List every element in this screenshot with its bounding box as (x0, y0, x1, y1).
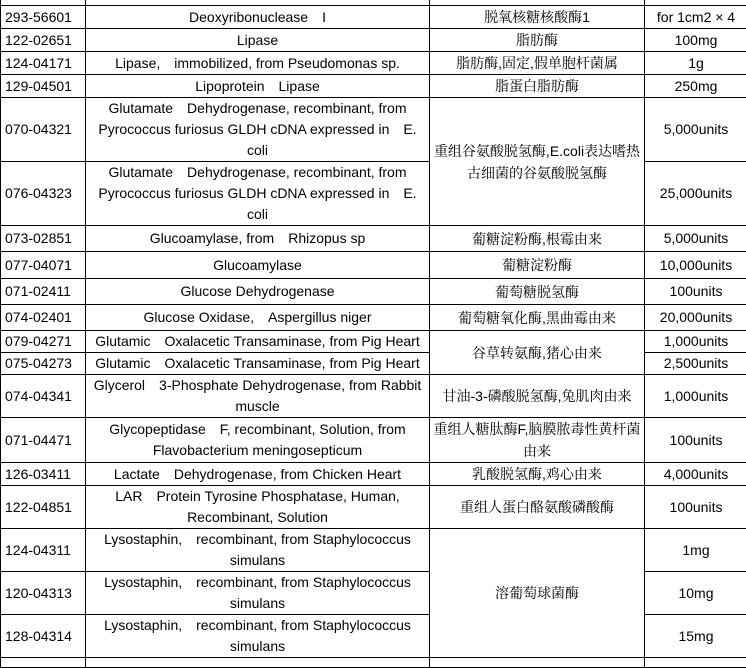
product-code-cell: 070-04321 (1, 98, 86, 162)
product-name-cell: Lysostaphin, recombinant, from Staphylococcus simulans (86, 529, 430, 572)
chinese-name-cell: 重组人蛋白酪氨酸磷酸酶 (430, 486, 645, 529)
table-row (1, 98, 746, 162)
chinese-name-cell: 脂肪酶 (430, 29, 645, 52)
product-name-cell: Glutamic Oxalacetic Transaminase, from Pig Heart (86, 331, 430, 353)
quantity-cell: 15mg (645, 615, 746, 658)
product-code-cell: 120-04313 (1, 572, 86, 615)
product-name-cell: Glutamate Dehydrogenase, recombinant, from Pyrococcus furiosus GLDH cDNA expressed in E. coli (86, 162, 430, 226)
quantity-cell: 25,000units (645, 162, 746, 226)
quantity-cell: 250mg (645, 75, 746, 98)
product-code-cell: 079-04271 (1, 331, 86, 353)
product-code-cell: 075-04273 (1, 353, 86, 375)
product-code-cell: 071-04471 (1, 418, 86, 463)
chinese-name-cell: 葡糖淀粉酶 (430, 252, 645, 279)
table-row (1, 463, 746, 486)
table-row (1, 279, 746, 305)
table-row (1, 418, 746, 463)
product-code-cell (1, 658, 86, 668)
chinese-name-cell: 重组谷氨酸脱氢酶,E.coli表达嗜热古细菌的谷氨酸脱氢酶 (430, 98, 645, 226)
chinese-name-cell: 脂肪酶,固定,假单胞杆菌属 (430, 52, 645, 75)
chinese-name-cell: 葡萄糖脱氢酶 (430, 279, 645, 305)
product-name-cell: Glycopeptidase F, recombinant, Solution, from Flavobacterium meningosepticum (86, 418, 430, 463)
product-code-cell: 293-56601 (1, 6, 86, 29)
product-name-cell: Glucose Oxidase, Aspergillus niger (86, 305, 430, 331)
quantity-cell: 5,000units (645, 226, 746, 252)
chinese-name-cell: 脱氧核糖核酸酶1 (430, 6, 645, 29)
product-name-cell: Lysostaphin, recombinant, from Staphylococcus simulans (86, 572, 430, 615)
product-code-cell: 074-02401 (1, 305, 86, 331)
product-code-cell: 073-02851 (1, 226, 86, 252)
quantity-cell: 100units (645, 279, 746, 305)
chinese-name-cell: 乳酸脱氢酶,鸡心由来 (430, 463, 645, 486)
product-name-cell: Lipase, immobilized, from Pseudomonas sp. (86, 52, 430, 75)
product-code-cell: 124-04311 (1, 529, 86, 572)
product-name-cell: Deoxyribonuclease I (86, 6, 430, 29)
quantity-cell: 10mg (645, 572, 746, 615)
chinese-name-cell: 谷草转氨酶,猪心由来 (430, 331, 645, 375)
table-row (1, 486, 746, 529)
product-name-cell: Glucoamylase, from Rhizopus sp (86, 226, 430, 252)
chinese-name-cell: 葡萄糖氧化酶,黑曲霉由来 (430, 305, 645, 331)
quantity-cell: 1,000units (645, 331, 746, 353)
product-name-cell: Lactate Dehydrogenase, from Chicken Heart (86, 463, 430, 486)
chinese-name-cell: 重组人糖肽酶F,脑膜脓毒性黄杆菌由来 (430, 418, 645, 463)
quantity-cell: 100units (645, 486, 746, 529)
quantity-cell: 4,000units (645, 463, 746, 486)
quantity-cell: 10,000units (645, 252, 746, 279)
product-code-cell: 122-04851 (1, 486, 86, 529)
table-row (1, 658, 746, 668)
table-row (1, 252, 746, 279)
quantity-cell (645, 658, 746, 668)
product-code-cell: 077-04071 (1, 252, 86, 279)
quantity-cell: 20,000units (645, 305, 746, 331)
product-name-cell: Glucoamylase (86, 252, 430, 279)
table-row (1, 331, 746, 353)
table-row (1, 529, 746, 572)
product-name-cell: LAR Protein Tyrosine Phosphatase, Human, Recombinant, Solution (86, 486, 430, 529)
quantity-cell: 5,000units (645, 98, 746, 162)
product-code-cell: 074-04341 (1, 375, 86, 418)
table-row (1, 226, 746, 252)
product-name-cell: Lipoprotein Lipase (86, 75, 430, 98)
quantity-cell: 1mg (645, 529, 746, 572)
table-row (1, 6, 746, 29)
table-row (1, 52, 746, 75)
table-row (1, 305, 746, 331)
table-row (1, 29, 746, 52)
product-name-cell: Glutamic Oxalacetic Transaminase, from Pig Heart (86, 353, 430, 375)
product-name-cell: Glucose Dehydrogenase (86, 279, 430, 305)
product-name-cell: Lysostaphin, recombinant, from Staphylococcus simulans (86, 615, 430, 658)
product-name-cell: Lipase (86, 29, 430, 52)
product-name-cell (86, 658, 430, 668)
chinese-name-cell (430, 658, 645, 668)
product-name-cell: Glycerol 3-Phosphate Dehydrogenase, from Rabbit muscle (86, 375, 430, 418)
quantity-cell: 2,500units (645, 353, 746, 375)
chinese-name-cell: 溶葡萄球菌酶 (430, 529, 645, 658)
product-code-cell: 076-04323 (1, 162, 86, 226)
product-code-cell: 126-03411 (1, 463, 86, 486)
quantity-cell: 100mg (645, 29, 746, 52)
quantity-cell: for 1cm2 × 4 (645, 6, 746, 29)
product-code-cell: 128-04314 (1, 615, 86, 658)
product-code-cell: 122-02651 (1, 29, 86, 52)
chinese-name-cell: 葡糖淀粉酶,根霉由来 (430, 226, 645, 252)
table-row (1, 75, 746, 98)
product-code-cell: 129-04501 (1, 75, 86, 98)
product-name-cell: Glutamate Dehydrogenase, recombinant, from Pyrococcus furiosus GLDH cDNA expressed in E. coli (86, 98, 430, 162)
quantity-cell: 100units (645, 418, 746, 463)
quantity-cell: 1,000units (645, 375, 746, 418)
product-code-cell: 124-04171 (1, 52, 86, 75)
quantity-cell: 1g (645, 52, 746, 75)
product-code-cell: 071-02411 (1, 279, 86, 305)
chinese-name-cell: 脂蛋白脂肪酶 (430, 75, 645, 98)
table-row (1, 375, 746, 418)
chinese-name-cell: 甘油-3-磷酸脱氢酶,兔肌肉由来 (430, 375, 645, 418)
